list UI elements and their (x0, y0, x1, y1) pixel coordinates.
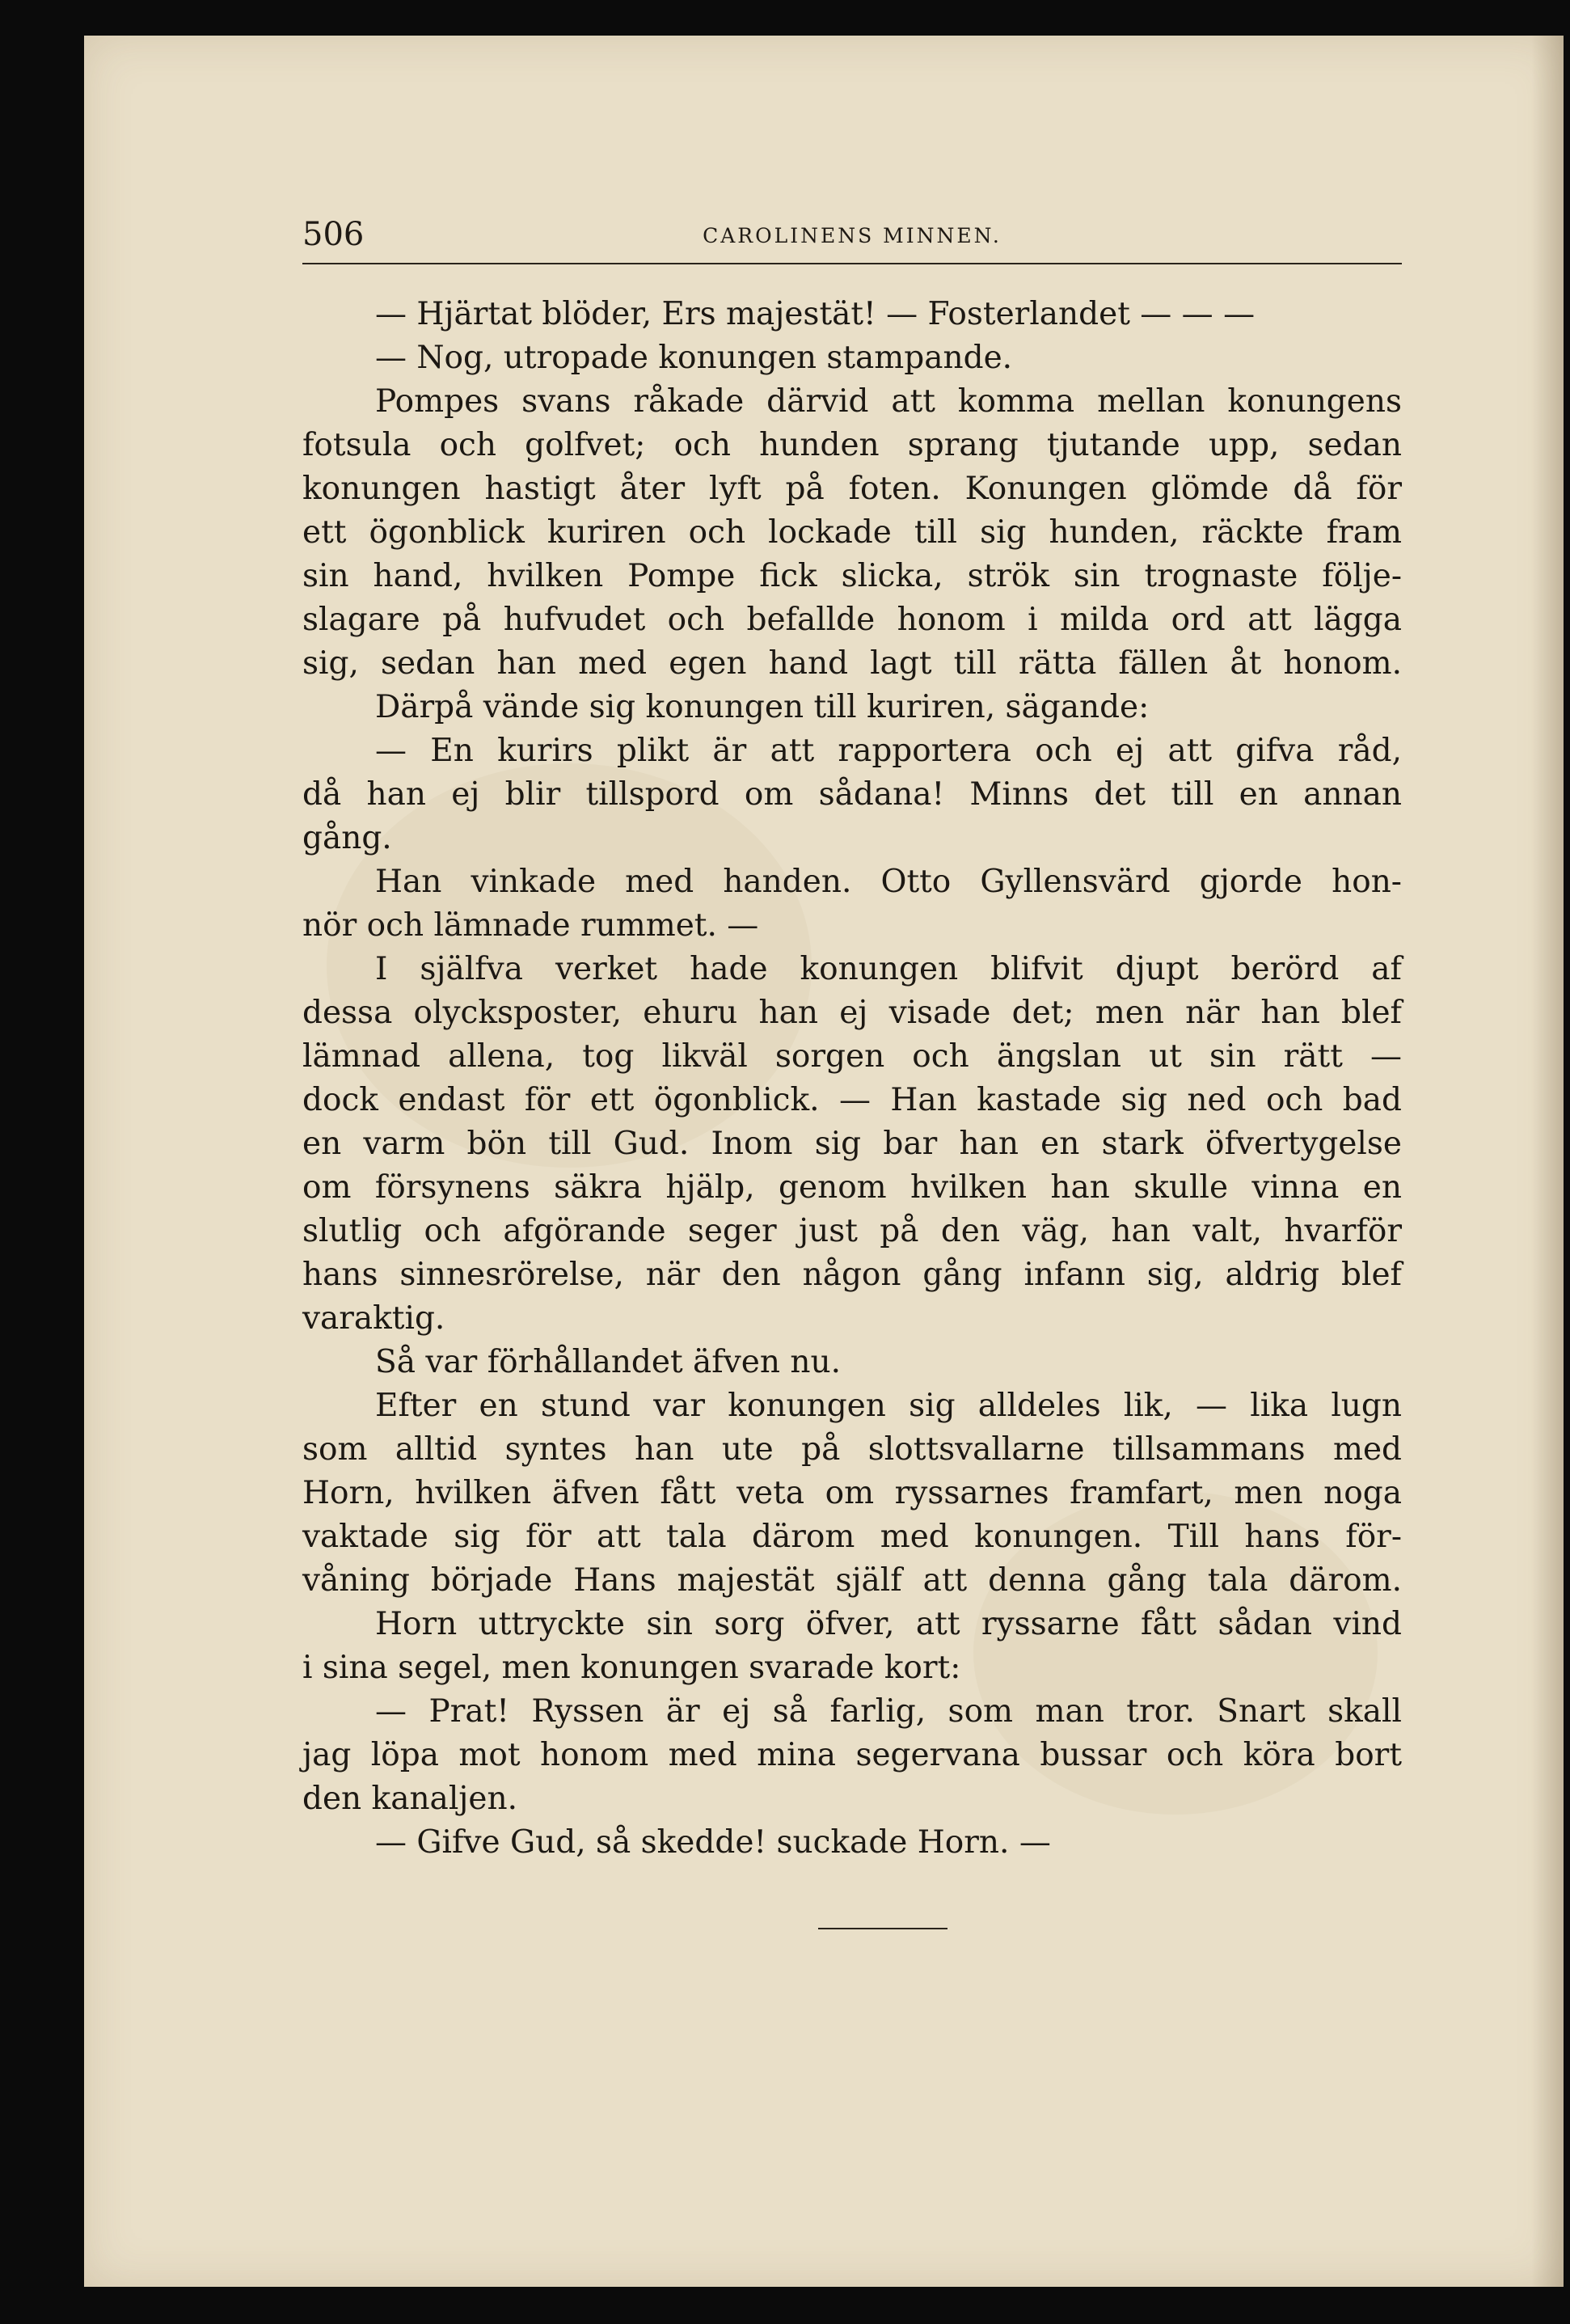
text-line: slutlig och afgörande seger just på den väg, han valt, hvarför (302, 1213, 1402, 1249)
text-line: — Nog, utropade konungen stampande. (375, 340, 1013, 376)
text-line: — En kurirs plikt är att rapportera och ej att gifva råd, (375, 733, 1402, 769)
text-line: nör och lämnade rummet. — (302, 907, 759, 944)
text-line: som alltid syntes han ute på slottsvallarne tillsammans med (302, 1431, 1402, 1468)
body-text (302, 293, 1402, 1865)
text-line: lämnad allena, tog likväl sorgen och ängslan ut sin rätt — (302, 1038, 1402, 1075)
text-line: Horn uttryckte sin sorg öfver, att ryssarne fått sådan vind (375, 1606, 1402, 1642)
spine-shadow (1531, 36, 1564, 2287)
text-line: jag löpa mot honom med mina segervana bussar och köra bort (302, 1737, 1402, 1773)
text-line: Han vinkade med handen. Otto Gyllensvärd gjorde hon- (375, 864, 1402, 900)
text-line: slagare på hufvudet och befallde honom i milda ord att lägga (302, 602, 1402, 638)
text-line: Därpå vände sig konungen till kuriren, sägande: (375, 689, 1150, 725)
text-line: — Gifve Gud, så skedde! suckade Horn. — (375, 1824, 1051, 1861)
text-line: I själfva verket hade konungen blifvit djupt berörd af (375, 951, 1402, 987)
text-line: Horn, hvilken äfven fått veta om ryssarnes framfart, men noga (302, 1475, 1402, 1511)
page-header (302, 212, 1402, 257)
text-line: gång. (302, 820, 392, 856)
text-line: dock endast för ett ögonblick. — Han kastade sig ned och bad (302, 1082, 1402, 1118)
text-line: i sina segel, men konungen svarade kort: (302, 1650, 961, 1686)
text-line: sin hand, hvilken Pompe fick slicka, strök sin trognaste följe- (302, 558, 1402, 594)
text-line: en varm bön till Gud. Inom sig bar han en stark öfvertygelse (302, 1126, 1402, 1162)
text-line: Så var förhållandet äfven nu. (375, 1344, 841, 1380)
text-line: om försynens säkra hjälp, genom hvilken han skulle vinna en (302, 1169, 1402, 1206)
text-line: dessa olycksposter, ehuru han ej visade det; men när han blef (302, 995, 1402, 1031)
header-rule (302, 263, 1402, 264)
text-line: hans sinnesrörelse, när den någon gång infann sig, aldrig blef (302, 1257, 1402, 1293)
text-line: konungen hastigt åter lyft på foten. Konungen glömde då för (302, 471, 1402, 507)
text-line: ett ögonblick kuriren och lockade till sig hunden, räckte fram (302, 514, 1402, 551)
text-line: — Prat! Ryssen är ej så farlig, som man tror. Snart skall (375, 1693, 1402, 1730)
text-line: fotsula och golfvet; och hunden sprang tjutande upp, sedan (302, 427, 1402, 463)
running-head: CAROLINENS MINNEN. (703, 224, 1002, 247)
text-line: den kanaljen. (302, 1781, 517, 1817)
text-line: varaktig. (302, 1300, 445, 1337)
text-line: sig, sedan han med egen hand lagt till rätta fällen åt honom. (302, 645, 1402, 682)
text-line: Pompes svans råkade därvid att komma mellan konungens (375, 383, 1402, 420)
text-line: Efter en stund var konungen sig alldeles lik, — lika lugn (375, 1388, 1402, 1424)
text-line: vaktade sig för att tala därom med konungen. Till hans för- (302, 1519, 1402, 1555)
text-line: — Hjärtat blöder, Ers majestät! — Fosterlandet — — — (375, 296, 1256, 332)
text-line: våning började Hans majestät själf att denna gång tala därom. (302, 1562, 1402, 1599)
text-line: då han ej blir tillspord om sådana! Minns det till en annan (302, 776, 1402, 813)
end-rule (818, 1928, 947, 1929)
page-number: 506 (302, 216, 365, 253)
